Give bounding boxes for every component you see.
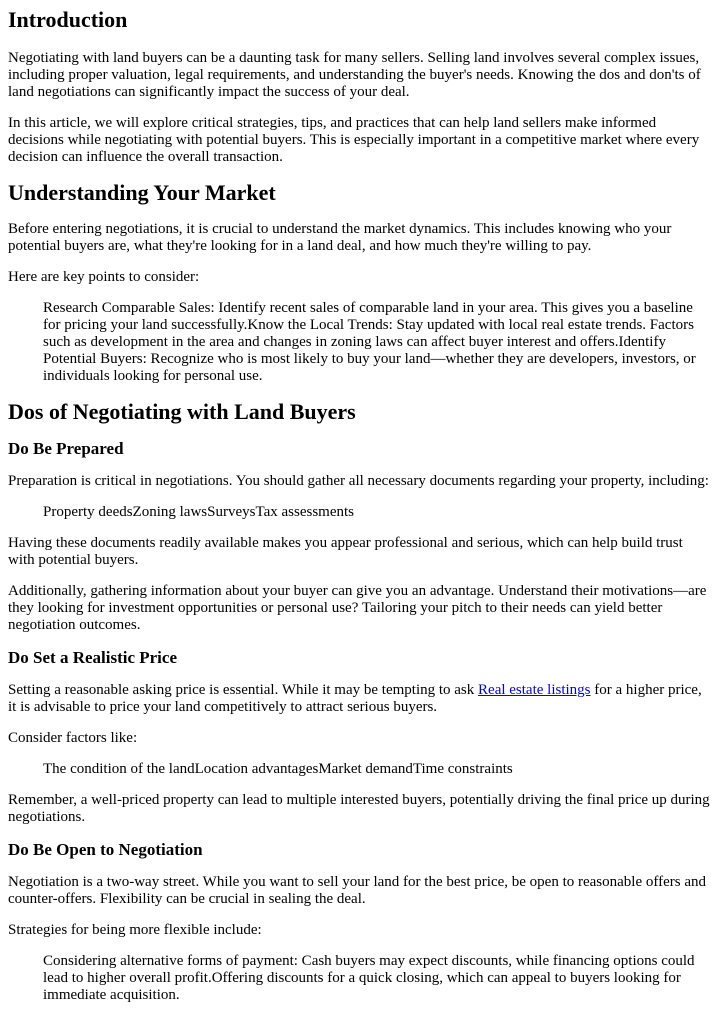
prepared-paragraph-2: Having these documents readily available makes you appear professional and serious, which can help build trust with potential buyers. — [8, 535, 683, 568]
open-paragraph-1: Negotiation is a two-way street. While you want to sell your land for the best price, be open to reasonable offers and counter-offers. Flexibility can be crucial in sealing the deal. — [8, 874, 706, 907]
heading-dos-of-negotiating: Dos of Negotiating with Land Buyers — [8, 399, 356, 424]
price-paragraph-2: Consider factors like: — [8, 730, 138, 746]
heading-do-set-realistic-price: Do Set a Realistic Price — [8, 648, 177, 667]
price-paragraph-3: Remember, a well-priced property can lead to multiple interested buyers, potentially driving the final price up during negotiations. — [8, 792, 710, 825]
open-paragraph-2: Strategies for being more flexible include: — [8, 922, 262, 938]
heading-do-be-open: Do Be Open to Negotiation — [8, 840, 203, 859]
prepared-paragraph-1: Preparation is critical in negotiations. You should gather all necessary documents regarding your property, including: — [8, 473, 709, 489]
open-strategies-list: Considering alternative forms of payment: Cash buyers may expect discounts, while financing options could lead to higher overall profit.Offering discounts for a quick closing, which can appeal to buyers looking for immediate acquisition. — [43, 953, 695, 1003]
prepared-documents-list: Property deedsZoning lawsSurveysTax assessments — [43, 504, 354, 520]
prepared-paragraph-3: Additionally, gathering information about your buyer can give you an advantage. Understand their motivations—are they looking for investment opportunities or personal use? Tailoring your pitch to their needs can yield better negotiation outcomes. — [8, 583, 707, 633]
price-paragraph-1 — [8, 682, 712, 716]
price-factors-list: The condition of the landLocation advantagesMarket demandTime constraints — [43, 761, 513, 777]
heading-do-be-prepared: Do Be Prepared — [8, 439, 124, 458]
market-key-points: Research Comparable Sales: Identify recent sales of comparable land in your area. This gives you a baseline for pricing your land successfully.Know the Local Trends: Stay updated with local real estate trends. Factors such as development in the area and changes in zoning laws can affect buyer interest and offers.Identify Potential Buyers: Recognize who is most likely to buy your land—whether they are developers, investors, or individuals looking for personal use. — [43, 300, 696, 384]
real-estate-listings-link[interactable]: Real estate listings — [478, 682, 591, 698]
market-paragraph-1: Before entering negotiations, it is crucial to understand the market dynamics. This includes knowing who your potential buyers are, what they're looking for in a land deal, and how much they're willing to pay. — [8, 221, 672, 254]
intro-paragraph-2: In this article, we will explore critical strategies, tips, and practices that can help land sellers make informed decisions while negotiating with potential buyers. This is especially important in a competitive market where every decision can influence the overall transaction. — [8, 115, 700, 165]
price-text-after-link: for a higher price, it is advisable to price your land competitively to attract serious buyers. — [8, 682, 702, 715]
heading-introduction: Introduction — [8, 7, 128, 32]
article — [0, 7, 720, 1004]
market-paragraph-2: Here are key points to consider: — [8, 269, 200, 285]
price-text-before-link: Setting a reasonable asking price is essential. While it may be tempting to ask — [8, 682, 479, 698]
heading-understanding-market: Understanding Your Market — [8, 180, 276, 205]
intro-paragraph-1: Negotiating with land buyers can be a daunting task for many sellers. Selling land involves several complex issues, including proper valuation, legal requirements, and understanding the buyer's needs. Knowing the dos and don'ts of land negotiations can significantly impact the success of your deal. — [8, 50, 701, 100]
